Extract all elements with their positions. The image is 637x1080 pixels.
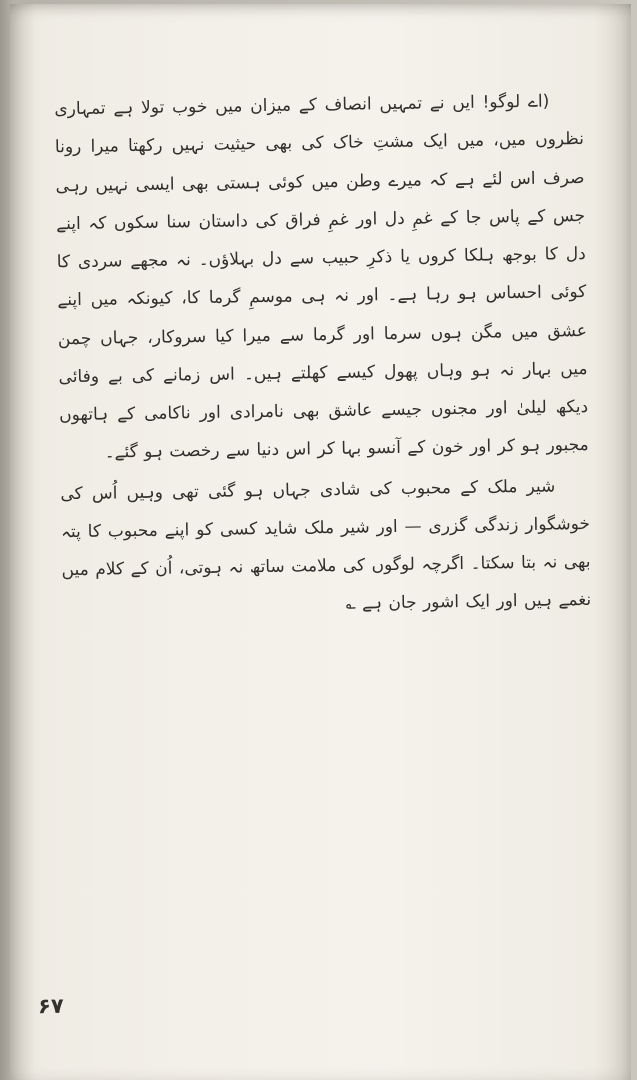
- urdu-text-block: [54, 82, 591, 628]
- paper-sheet: [10, 4, 631, 1080]
- paragraph-1: (اے لوگو! ایں نے تمہیں انصاف کے میزان میں خوب تولا ہے تمہاری نظروں میں، میں ایک مشتِ خاک کی بھی حیثیت نہیں رکھتا میرا رونا صرف اس لئے ہے کہ میرے وطن میں کوئی ہستی بھی ایسی نہیں رہی جس کے پاس جا کے غمِ دل اور غمِ فراق کی داستان سنا سکوں کہ اپنے دل کا بوجھ ہلکا کروں یا ذکرِ حبیب سے دل بہلاؤں۔ نہ مجھے سردی کا کوئی احساس ہو رہا ہے۔ اور نہ ہی موسمِ گرما کا، کیونکہ میں اپنے عشق میں مگن ہوں سرما اور گرما سے میرا کیا سروکار، جہاں چمن میں بہار نہ ہو وہاں پھول کیسے کھلتے ہیں۔ اس زمانے کی بے وفائی دیکھ لیلیٰ اور مجنوں جیسے عاشق بھی نامرادی اور ناکامی کے ہاتھوں مجبور ہو کر اور خون کے آنسو بہا کر اس دنیا سے رخصت ہو گئے۔: [54, 91, 589, 463]
- paragraph-2: شیر ملک کے محبوب کی شادی جہاں ہو گئی تھی وہیں اُس کی خوشگوار زندگی گزری — اور شیر ملک شاید کسی کو اپنے محبوب کا پتہ بھی نہ بتا سکتا۔ اگرچہ لوگوں کی ملامت ساتھ نہ ہوتی، اُن کے کلام میں نغمے ہیں اور ایک اشور جان ہے ؎: [60, 475, 592, 615]
- page-number: ۶۷: [37, 993, 64, 1019]
